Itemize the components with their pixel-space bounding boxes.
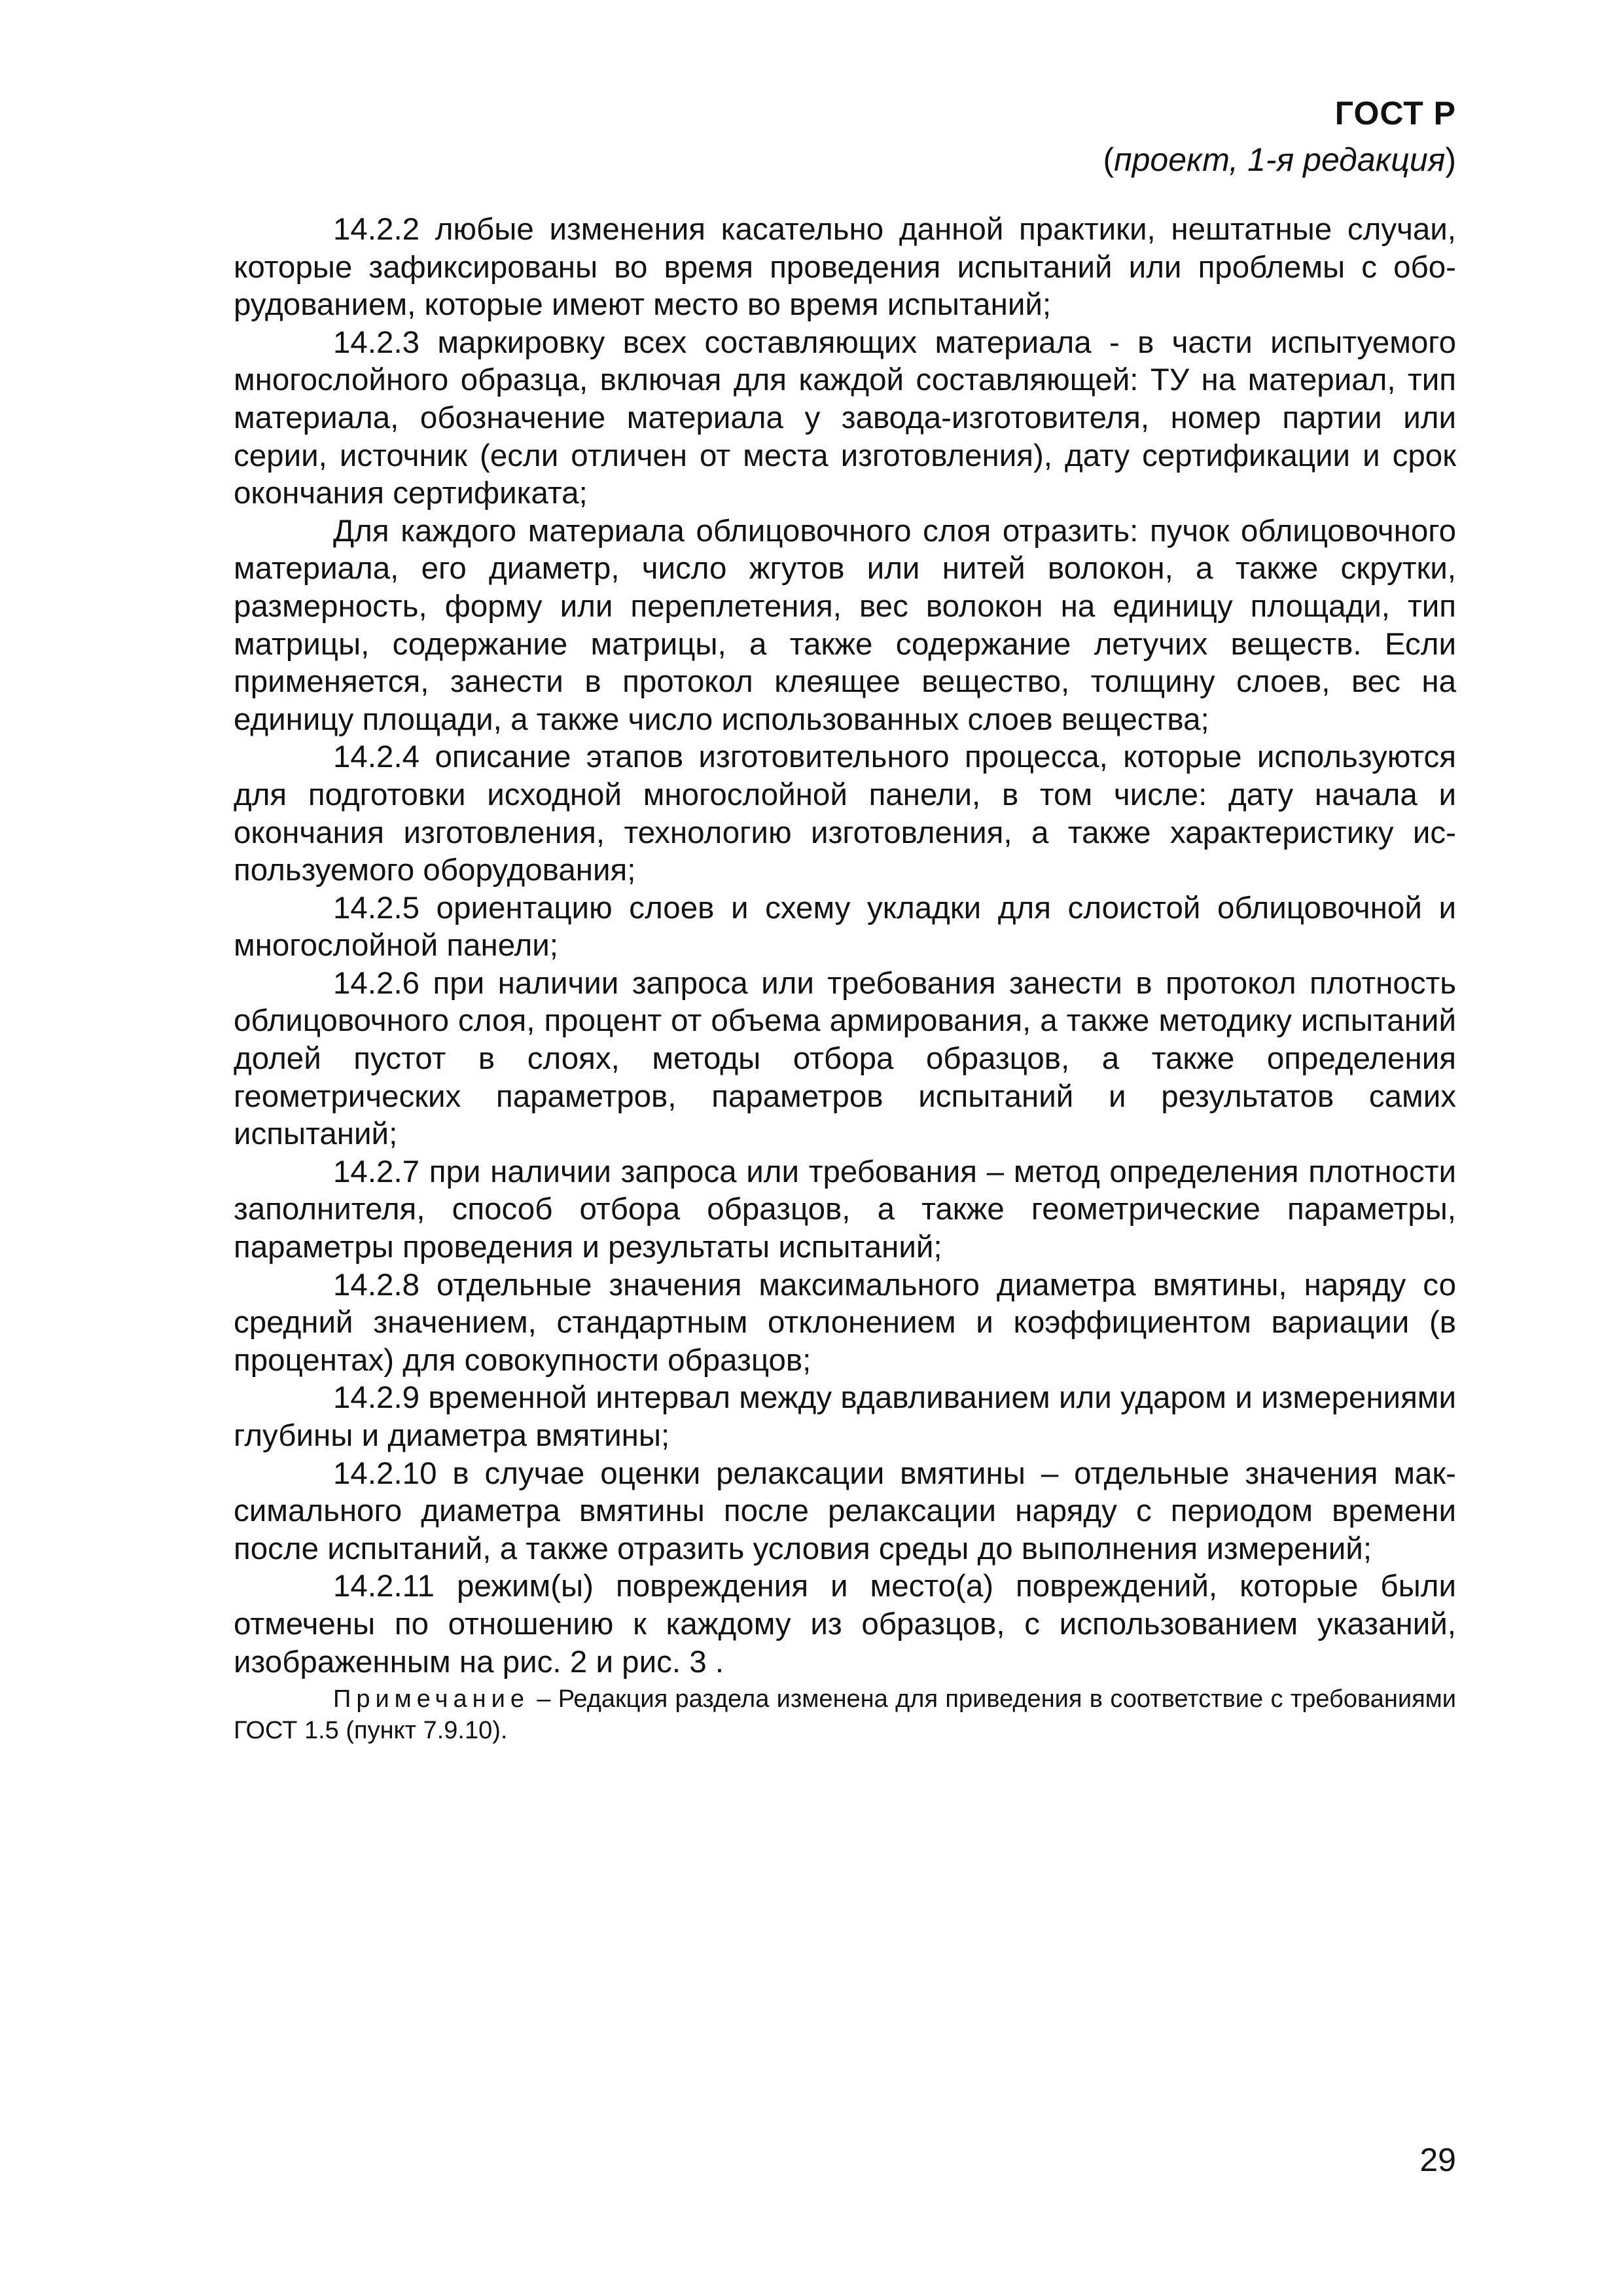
paragraph-14-2-11: 14.2.11 режим(ы) повреждения и место(а) повреждений, которые были отмечены по отношению к каждому из образцов, с использованием указаний, изображенным на рис. 2 и рис. 3 .: [234, 1569, 1456, 1679]
status-open-paren: (: [1103, 141, 1115, 178]
paragraph-14-2-8: 14.2.8 отдельные значения максимального диаметра вмятины, наряду со средний значением, стандартным отклонением и коэффициентом вариации (в процентах) для совокупности образцов;: [234, 1267, 1456, 1378]
page-number: 29: [1419, 2142, 1456, 2178]
paragraph-facing-layer: Для каждого материала облицовочного слоя отразить: пучок облицовочного материала, его диаметр, число жгутов или нитей волокон, а также скрутки, размерность, форму или переплетения, вес волокон на единицу площади, тип матрицы, содержание матрицы, а также содержание летучих веществ. Если применяется, занести в протокол клеящее вещество, толщину слоев, вес на единицу площади, а также число использованных слоев вещества;: [234, 513, 1456, 737]
document-header: [1103, 90, 1456, 183]
paragraph-14-2-2: 14.2.2 любые изменения касательно данной практики, нештатные случаи, которые зафиксированы во время проведения испытаний или проблемы с оборудованием, которые имеют место во время испытаний;: [234, 212, 1456, 323]
paragraph-14-2-3: 14.2.3 маркировку всех составляющих материала - в части испытуемого многослойного образца, включая для каждой составляющей: ТУ на материал, тип материала, обозначение материала у завода-изготовителя, номер партии или серии, источник (если отличен от места изготовления), дату сертификации и срок окончания сертификата;: [234, 325, 1456, 511]
document-status: [1103, 136, 1456, 183]
status-text: проект, 1-я редакция: [1114, 141, 1446, 178]
paragraph-14-2-10: 14.2.10 в случае оценки релаксации вмятины – отдельные значения максимального диаметра вмятины после релаксации наряду с периодом времени после испытаний, а также отразить условия среды до выполнения измерений;: [234, 1456, 1456, 1566]
paragraph-14-2-6: 14.2.6 при наличии запроса или требования занести в протокол плотность облицовочного слоя, процент от объема армирования, а также методику испытаний долей пустот в слоях, методы отбора образцов, а также определения геометрических параметров, параметров испытаний и результатов самих испытаний;: [234, 965, 1456, 1152]
note-block: [234, 1683, 1456, 1746]
note-text: – Редакция раздела изменена для приведения в соответствие с требованиями ГОСТ 1.5 (пункт 7.9.10).: [234, 1685, 1456, 1744]
document-code: ГОСТ Р: [1334, 95, 1456, 132]
paragraph-14-2-7: 14.2.7 при наличии запроса или требования – метод определения плотности заполнителя, способ отбора образцов, а также геометрические параметры, параметры проведения и результаты испытаний;: [234, 1154, 1456, 1265]
document-body: [234, 211, 1456, 1681]
note-paragraph: [234, 1683, 1456, 1746]
paragraph-14-2-4: 14.2.4 описание этапов изготовительного процесса, которые используются для подготовки исходной многослойной панели, в том числе: дату начала и окончания изготовления, технологию изготовления, а также характеристику используемого оборудования;: [234, 740, 1456, 888]
status-close-paren: ): [1445, 141, 1456, 178]
paragraph-14-2-5: 14.2.5 ориентацию слоев и схему укладки для слоистой облицовочной и многослойной панели;: [234, 890, 1456, 963]
paragraph-14-2-9: 14.2.9 временной интервал между вдавливанием или ударом и измерениями глубины и диаметра вмятины;: [234, 1380, 1456, 1453]
note-label: Примечание: [333, 1685, 529, 1713]
